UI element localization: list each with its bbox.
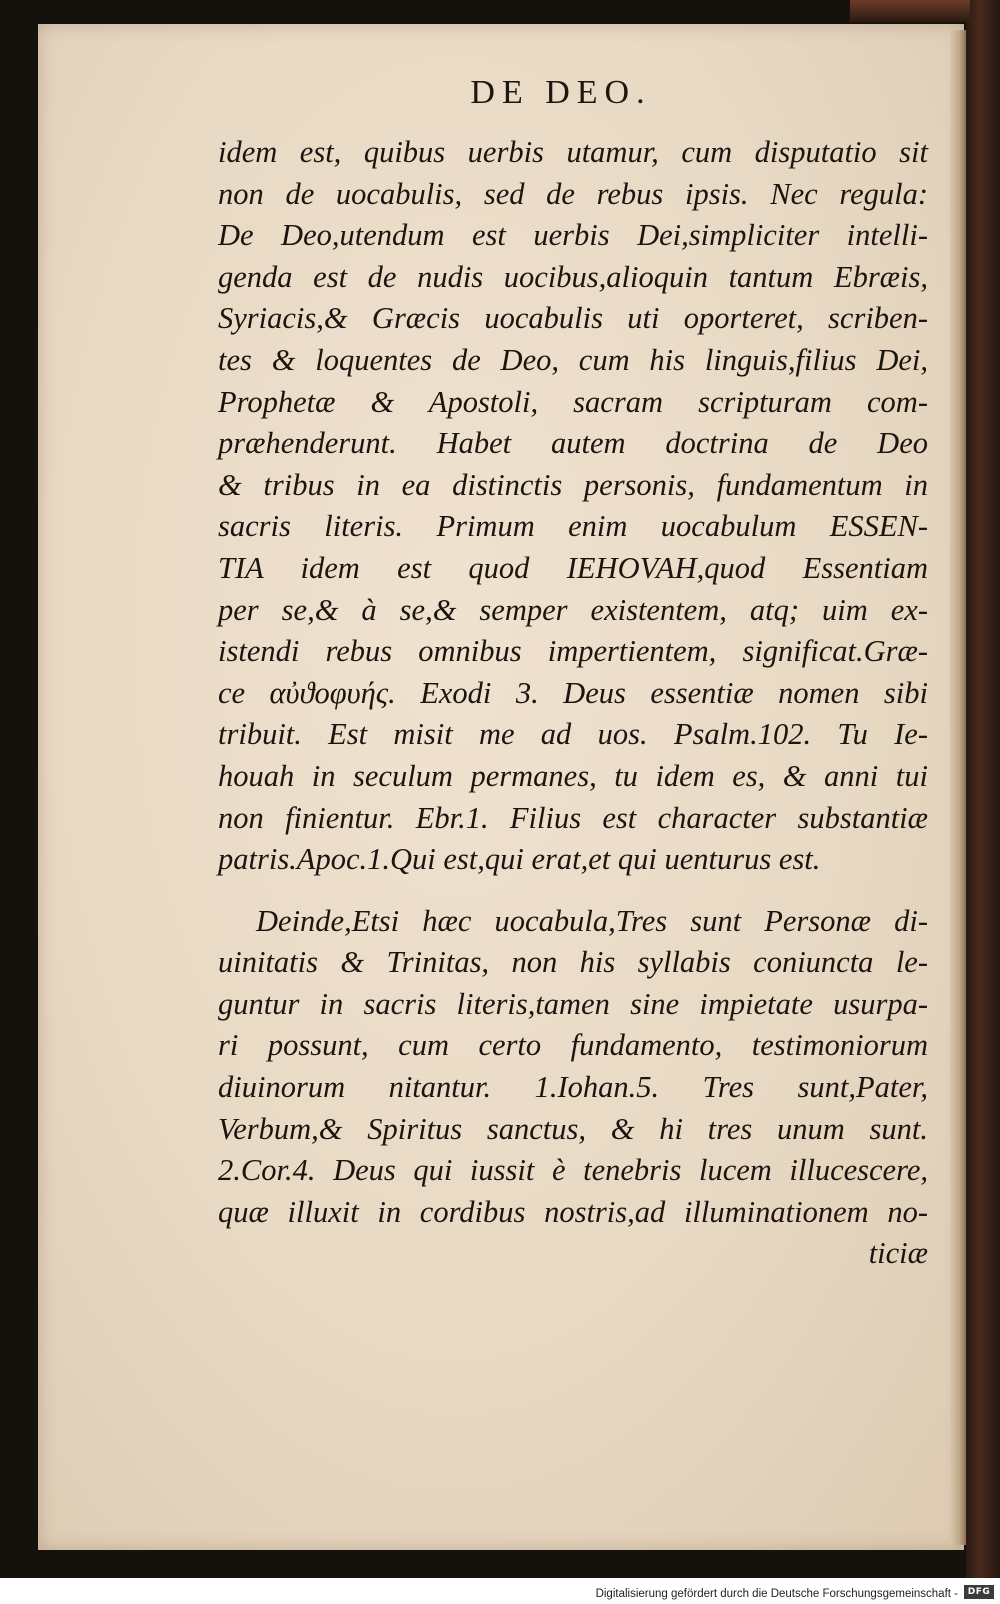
dfg-logo: DFG <box>964 1585 994 1599</box>
text-line: sacris literis. Primum enim uocabulum ESSEN- <box>218 509 928 544</box>
text-line: genda est de nudis uocibus,alioquin tantum Ebræis, <box>218 259 928 294</box>
book-binding <box>966 0 1000 1580</box>
text-line: istendi rebus omnibus impertientem, significat.Græ- <box>218 634 928 669</box>
text-line: patris.Apoc.1.Qui est,qui erat,et qui uenturus est. <box>218 842 821 877</box>
paragraph-1 <box>218 132 928 881</box>
text-line: Prophetæ & Apostoli, sacram scripturam com- <box>218 384 928 419</box>
text-line: TIA idem est quod IEHOVAH,quod Essentiam <box>218 550 928 585</box>
text-line: uinitatis & Trinitas, non his syllabis coniuncta le- <box>218 945 928 980</box>
text-line: tribuit. Est misit me ad uos. Psalm.102. Tu Ie- <box>218 717 928 752</box>
text-line: quæ illuxit in cordibus nostris,ad illuminationem no- <box>218 1194 928 1229</box>
text-line: houah in seculum permanes, tu idem es, & anni tui <box>218 758 928 793</box>
book-page <box>38 24 964 1550</box>
text-line: Syriacis,& Græcis uocabulis uti oporteret, scriben- <box>218 301 928 336</box>
footer-bar <box>0 1578 1000 1604</box>
text-line: tes & loquentes de Deo, cum his linguis,filius Dei, <box>218 342 928 377</box>
text-line: idem est, quibus uerbis utamur, cum disputatio sit <box>218 135 928 169</box>
catchword: ticiæ <box>868 1236 928 1271</box>
text-line: præhenderunt. Habet autem doctrina de Deo <box>218 426 928 461</box>
text-line: ce αὐϑοφυής. Exodi 3. Deus essentiæ nomen sibi <box>218 675 928 710</box>
page-text <box>218 132 928 1275</box>
text-line: non de uocabulis, sed de rebus ipsis. Nec regula: <box>218 176 928 211</box>
text-line: non finientur. Ebr.1. Filius est character substantiæ <box>218 800 928 835</box>
text-line: De Deo,utendum est uerbis Dei,simpliciter intelli- <box>218 218 928 253</box>
page-fore-edge <box>950 30 966 1545</box>
running-head: DE DEO. <box>470 74 652 111</box>
text-line: guntur in sacris literis,tamen sine impietate usurpa- <box>218 986 928 1021</box>
text-line: Deinde,Etsi hæc uocabula,Tres sunt Personæ di- <box>256 903 928 938</box>
text-line: ri possunt, cum certo fundamento, testimoniorum <box>218 1028 928 1063</box>
text-line: Verbum,& Spiritus sanctus, & hi tres unum sunt. <box>218 1111 928 1146</box>
text-line: per se,& à se,& semper existentem, atq; uim ex- <box>218 592 928 627</box>
text-line: & tribus in ea distinctis personis, fundamentum in <box>218 467 928 502</box>
binding-top-edge <box>850 0 970 22</box>
text-line: diuinorum nitantur. 1.Iohan.5. Tres sunt,Pater, <box>218 1070 928 1105</box>
digitization-credit: Digitalisierung gefördert durch die Deutsche Forschungsgemeinschaft - <box>595 1588 958 1600</box>
paragraph-2 <box>218 901 928 1234</box>
paragraph-gap <box>218 881 928 901</box>
text-line: 2.Cor.4. Deus qui iussit è tenebris lucem illucescere, <box>218 1153 928 1188</box>
